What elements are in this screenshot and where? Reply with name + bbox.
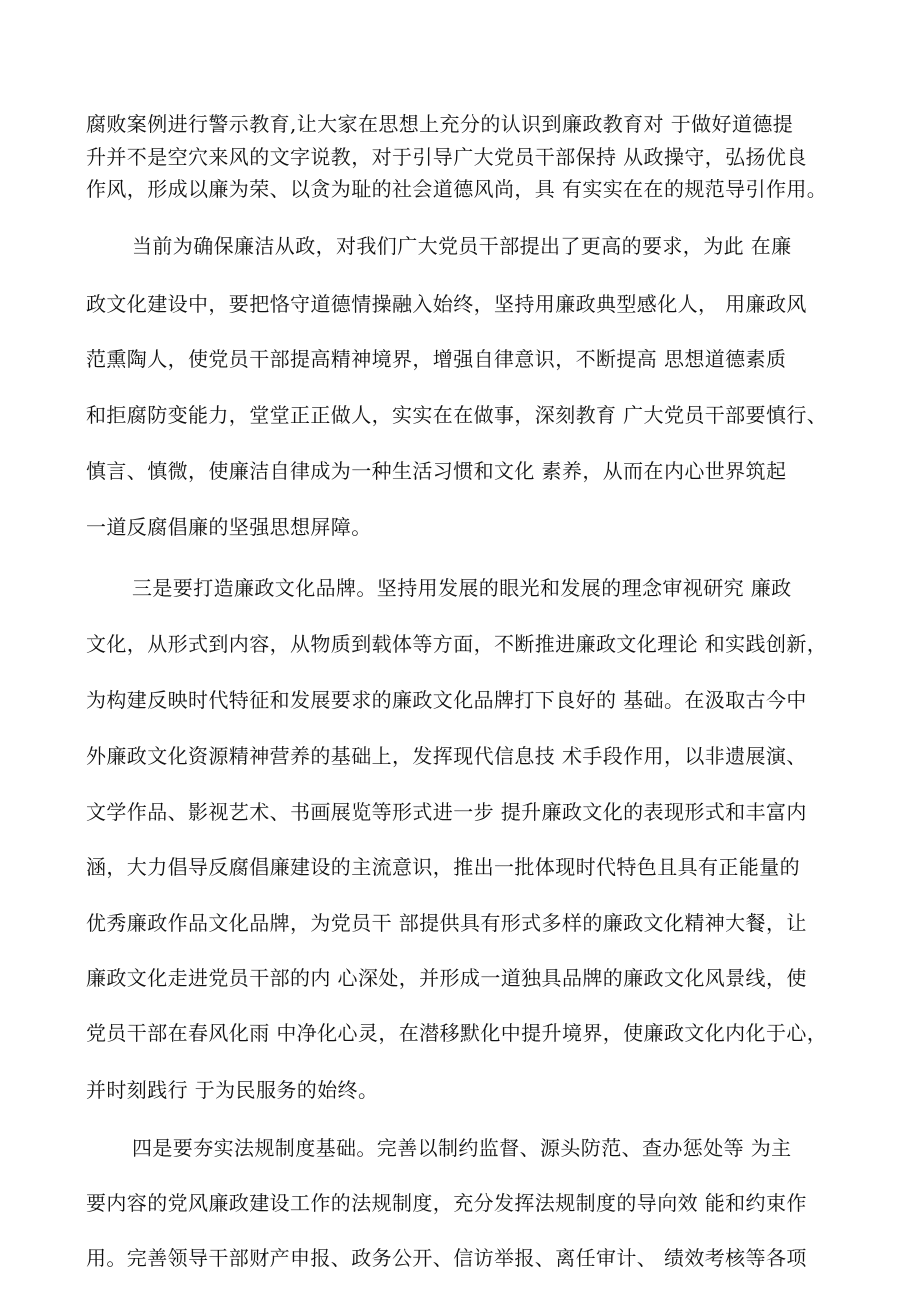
paragraph-3-line-6: 涵，大力倡导反腐倡廉建设的主流意识，推出一批体现时代特色且具有正能量的 [86,855,800,879]
paragraph-2-line-2: 政文化建设中，要把恪守道德情操融入始终，坚持用廉政典型感化人， 用廉政风 [86,292,807,316]
paragraph-4-line-1: 四是要夯实法规制度基础。完善以制约监督、源头防范、查办惩处等 为主 [132,1136,792,1160]
paragraph-3-line-3: 为构建反映时代特征和发展要求的廉政文化品牌打下良好的 基础。在汲取古今中 [86,688,807,712]
paragraph-3-line-7: 优秀廉政作品文化品牌，为党员干 部提供具有形式多样的廉政文化精神大餐，让 [86,911,807,935]
paragraph-3-line-8: 廉政文化走进党员干部的内 心深处，并形成一道独具品牌的廉政文化风景线，使 [86,966,807,990]
paragraph-4-line-3: 用。完善领导干部财产申报、政务公开、信访举报、离任审计、 绩效考核等各项 [86,1246,807,1270]
paragraph-1-line-1: 腐败案例进行警示教育,让大家在思想上充分的认识到廉政教育对 于做好道德提 [86,112,794,136]
paragraph-4-line-2: 要内容的党风廉政建设工作的法规制度，充分发挥法规制度的导向效 能和约束作 [86,1191,807,1215]
paragraph-2-line-5: 慎言、慎微，使廉洁自律成为一种生活习惯和文化 素养，从而在内心世界筑起 [86,459,787,483]
paragraph-3-line-2: 文化，从形式到内容，从物质到载体等方面，不断推进廉政文化理论 和实践创新， [86,632,828,656]
paragraph-3-line-4: 外廉政文化资源精神营养的基础上，发挥现代信息技 术手段作用，以非遗展演、 [86,744,807,768]
paragraph-1-line-2: 升并不是空穴来风的文字说教，对于引导广大党员干部保持 从政操守，弘扬优良 [86,145,807,169]
paragraph-2-line-4: 和拒腐防变能力，堂堂正正做人，实实在在做事，深刻教育 广大党员干部要慎行、 [86,403,828,427]
paragraph-3-line-10: 并时刻践行 于为民服务的始终。 [86,1078,379,1102]
paragraph-3-line-9: 党员干部在春风化雨 中净化心灵，在潜移默化中提升境界，使廉政文化内化于心， [86,1021,828,1045]
paragraph-2-line-3: 范熏陶人，使党员干部提高精神境界，增强自律意识，不断提高 思想道德素质 [86,347,787,371]
paragraph-3-line-5: 文学作品、影视艺术、书画展览等形式进一步 提升廉政文化的表现形式和丰富内 [86,800,807,824]
paragraph-2-line-1: 当前为确保廉洁从政，对我们广大党员干部提出了更高的要求，为此 在廉 [132,234,792,258]
paragraph-1-line-3: 作风，形成以廉为荣、以贪为耻的社会道德风尚，具 有实实在在的规范导引作用。 [86,177,828,201]
paragraph-3-line-1: 三是要打造廉政文化品牌。坚持用发展的眼光和发展的理念审视研究 廉政 [132,576,792,600]
paragraph-2-line-6: 一道反腐倡廉的坚强思想屏障。 [86,515,372,539]
